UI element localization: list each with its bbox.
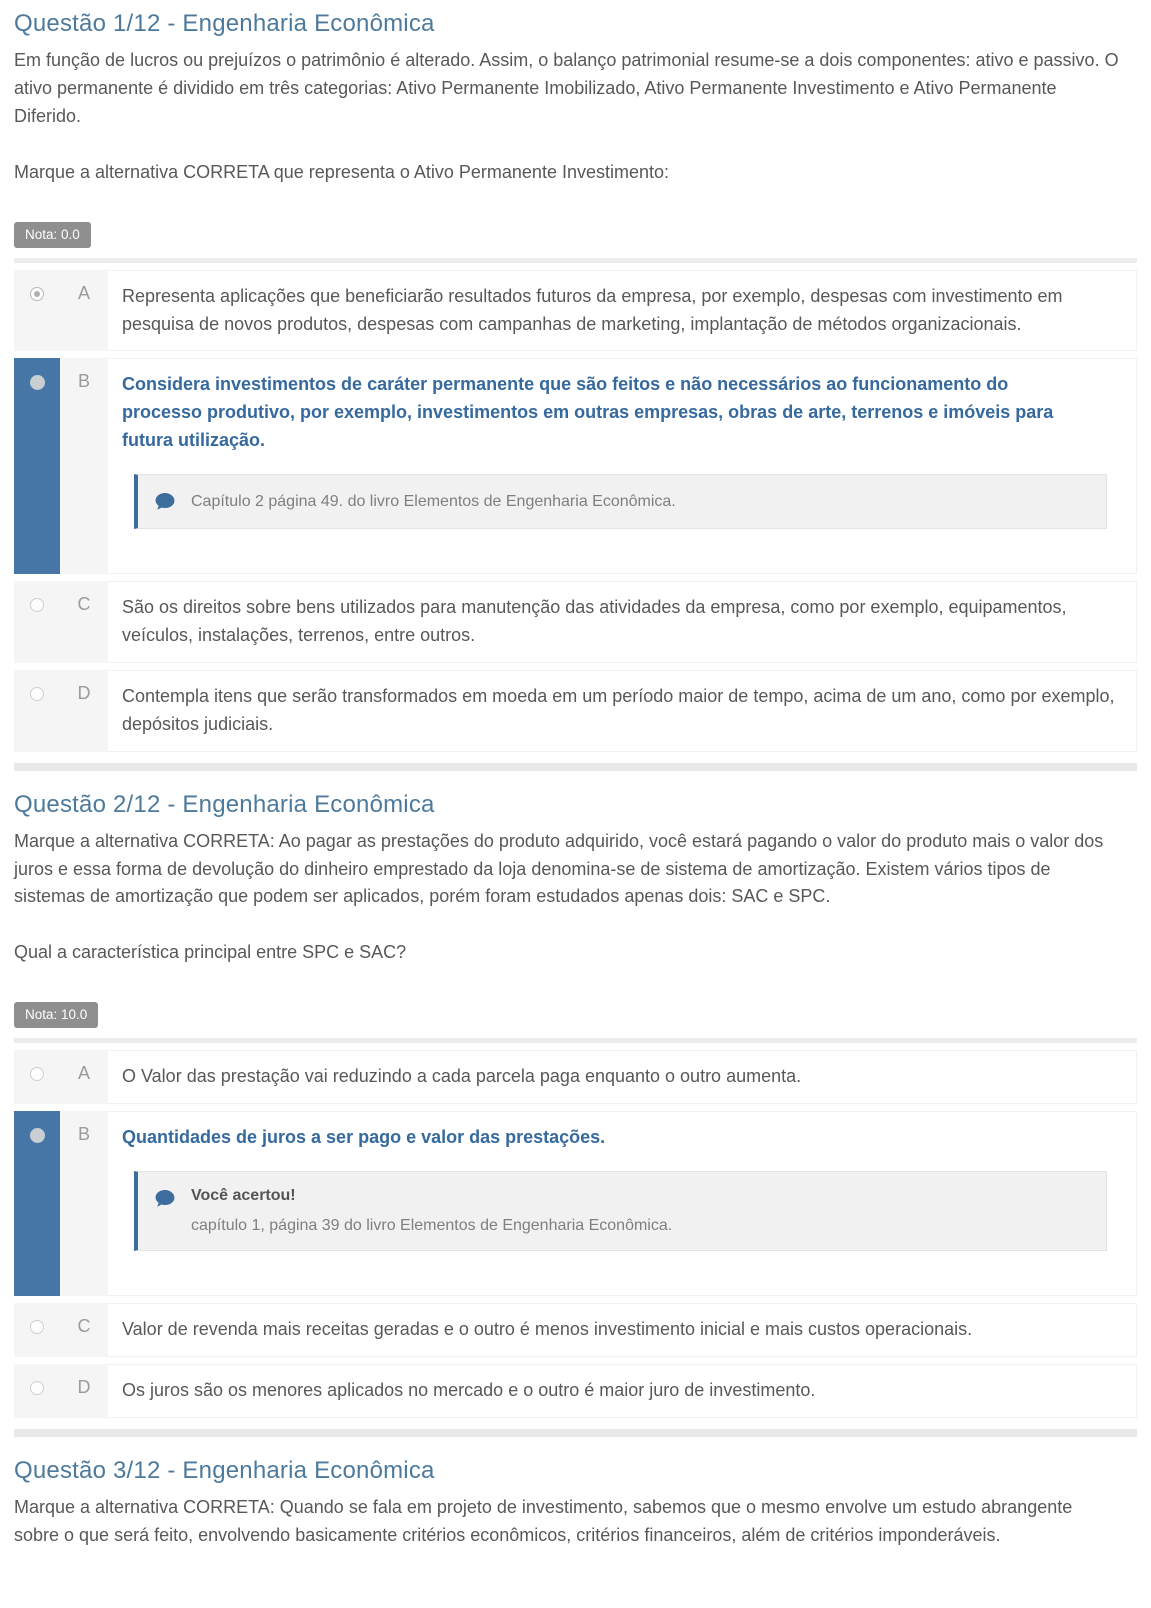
option-row-a (14, 1050, 1137, 1104)
question-title: Questão 1/12 - Engenharia Econômica (14, 10, 435, 37)
radio-cell (14, 1111, 60, 1296)
option-text: Representa aplicações que beneficiarão resultados futuros da empresa, por exemplo, despesas com investimento em pesquisa de novos produtos, despesas com campanhas de marketing, implantação de métodos organizacionais. (122, 285, 1063, 334)
radio-cell (14, 581, 60, 663)
comment-icon (154, 1188, 176, 1210)
option-content (108, 670, 1137, 752)
question-prompt: Qual a característica principal entre SPC e SAC? (14, 942, 407, 963)
option-content (108, 1303, 1137, 1357)
question-intro: Marque a alternativa CORRETA: Ao pagar as prestações do produto adquirido, você estará pagando o valor do produto mais o valor dos juros e essa forma de devolução do dinheiro emprestado da loja denomina-se de sistema de amortização. Existem vários tipos de sistemas de amortização que podem ser aplicados, porém foram estudados apenas dois: SAC e SPC. (14, 830, 1104, 907)
question-intro: Marque a alternativa CORRETA: Quando se fala em projeto de investimento, sabemos que o mesmo envolve um estudo abrangente sobre o que será feito, envolvendo basicamente critérios econômicos, critérios financeiros, além de critérios imponderáveis. (14, 1496, 1073, 1545)
feedback-box (134, 1171, 1107, 1251)
option-text: O Valor das prestação vai reduzindo a cada parcela paga enquanto o outro aumenta. (122, 1066, 802, 1087)
radio-unselected-icon[interactable] (30, 1320, 44, 1334)
feedback-text: capítulo 1, página 39 do livro Elementos de Engenharia Econômica. (191, 1217, 673, 1235)
option-letter: A (60, 270, 108, 352)
question-divider (14, 763, 1137, 771)
radio-cell (14, 270, 60, 352)
question-block-1 (14, 10, 1137, 771)
option-row-b (14, 1111, 1137, 1296)
options-list (14, 270, 1137, 752)
radio-selected-icon[interactable] (30, 1128, 45, 1143)
options-list (14, 1050, 1137, 1418)
option-row-c (14, 581, 1137, 663)
score-badge: Nota: 0.0 (14, 222, 91, 248)
option-text: Considera investimentos de caráter permanente que são feitos e não necessários ao funcionamento do processo produtivo, por exemplo, investimentos em outras empresas, obras de arte, terrenos e imóveis para futura utilização. (122, 374, 1054, 451)
option-row-d (14, 1364, 1137, 1418)
option-row-a (14, 270, 1137, 352)
option-letter: D (60, 1364, 108, 1418)
option-row-b (14, 358, 1137, 574)
comment-icon (154, 491, 176, 513)
radio-cell (14, 670, 60, 752)
question-block-3 (14, 1457, 1137, 1550)
option-content (108, 581, 1137, 663)
option-content (108, 358, 1137, 574)
question-block-2 (14, 791, 1137, 1437)
option-letter: A (60, 1050, 108, 1104)
option-letter: B (60, 1111, 108, 1296)
option-letter: B (60, 358, 108, 574)
option-text: Valor de revenda mais receitas geradas e o outro é menos investimento inicial e mais custos operacionais. (122, 1319, 973, 1340)
feedback-lines (191, 1187, 1090, 1235)
option-content (108, 270, 1137, 352)
option-content (108, 1364, 1137, 1418)
option-text: Os juros são os menores aplicados no mercado e o outro é maior juro de investimento. (122, 1380, 816, 1401)
radio-cell (14, 1050, 60, 1104)
question-divider (14, 1429, 1137, 1437)
option-row-c (14, 1303, 1137, 1357)
feedback-lines (191, 493, 1090, 511)
question-title: Questão 3/12 - Engenharia Econômica (14, 1456, 435, 1484)
radio-cell (14, 1364, 60, 1418)
option-letter: C (60, 581, 108, 663)
option-letter: C (60, 1303, 108, 1357)
question-intro: Em função de lucros ou prejuízos o patrimônio é alterado. Assim, o balanço patrimonial resume-se a dois componentes: ativo e passivo. O ativo permanente é dividido em três categorias: Ativo Permanente Imobilizado, Ativo Permanente Investimento e Ativo Permanente Diferido. (14, 50, 1119, 126)
question-title: Questão 2/12 - Engenharia Econômica (14, 790, 435, 818)
feedback-text: Capítulo 2 página 49. do livro Elementos de Engenharia Econômica. (191, 492, 676, 510)
option-text: São os direitos sobre bens utilizados para manutenção das atividades da empresa, como por exemplo, equipamentos, veículos, instalações, terrenos, entre outros. (122, 597, 1067, 646)
question-prompt: Marque a alternativa CORRETA que representa o Ativo Permanente Investimento: (14, 161, 670, 182)
feedback-title: Você acertou! (191, 1187, 296, 1205)
radio-cell (14, 358, 60, 574)
options-top-strip (14, 1038, 1137, 1043)
feedback-box (134, 474, 1107, 529)
options-top-strip (14, 258, 1137, 263)
radio-marked-icon[interactable] (30, 287, 44, 301)
option-text: Quantidades de juros a ser pago e valor das prestações. (122, 1127, 606, 1148)
radio-unselected-icon[interactable] (30, 1067, 44, 1081)
score-badge: Nota: 10.0 (14, 1002, 98, 1028)
option-letter: D (60, 670, 108, 752)
radio-cell (14, 1303, 60, 1357)
radio-unselected-icon[interactable] (30, 687, 44, 701)
radio-selected-icon[interactable] (30, 375, 45, 390)
radio-unselected-icon[interactable] (30, 1381, 44, 1395)
option-content (108, 1050, 1137, 1104)
radio-unselected-icon[interactable] (30, 598, 44, 612)
option-row-d (14, 670, 1137, 752)
option-content (108, 1111, 1137, 1296)
option-text: Contempla itens que serão transformados em moeda em um período maior de tempo, acima de um ano, como por exemplo, depósitos judiciais. (122, 685, 1115, 734)
